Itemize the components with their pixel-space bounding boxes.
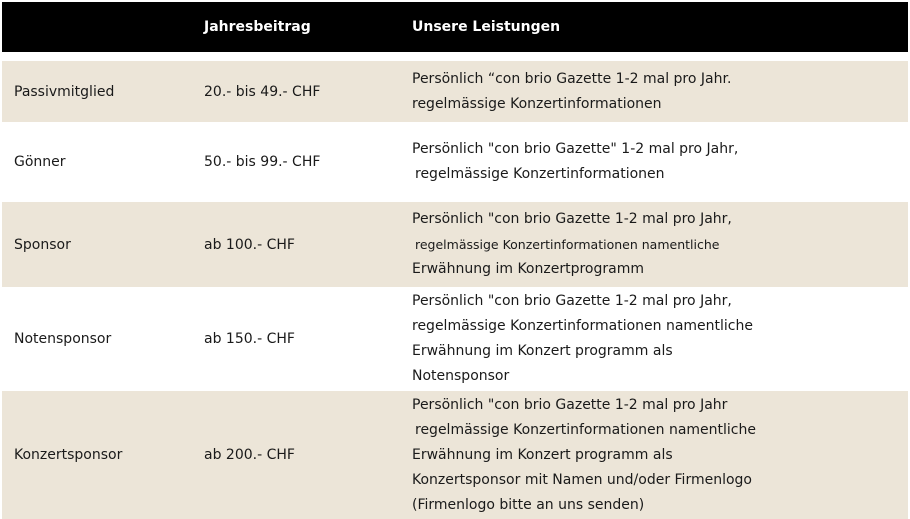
service-line: Persönlich "con brio Gazette 1-2 mal pro Jahr [412,396,728,413]
row-category: Gönner [14,154,66,170]
service-line: Erwähnung im Konzert programm als [412,446,673,463]
row-fee: 50.- bis 99.- CHF [204,154,321,170]
row-services [400,202,908,287]
service-line: Konzertsponsor mit Namen und/oder Firmenlogo [412,471,752,488]
row-services [400,391,908,519]
service-line: Persönlich "con brio Gazette" 1-2 mal pro Jahr, [412,141,739,157]
service-line: Persönlich "con brio Gazette 1-2 mal pro Jahr, [412,293,732,309]
service-line: Notensponsor [412,368,510,384]
service-line: regelmässige Konzertinformationen namentliche [415,237,720,252]
service-line: Erwähnung im Konzertprogramm [412,261,644,277]
row-services [400,61,908,122]
service-line: Persönlich "con brio Gazette 1-2 mal pro Jahr, [412,211,732,227]
table-header [2,2,908,52]
row-fee: ab 150.- CHF [204,331,295,347]
header-services: Unsere Leistungen [412,19,561,35]
row-services [400,287,908,391]
row-fee: ab 100.- CHF [204,236,295,253]
header-annual-fee: Jahresbeitrag [204,19,311,35]
table-row [2,61,908,122]
service-line: regelmässige Konzertinformationen [415,166,665,182]
table-row [2,131,908,193]
row-category: Sponsor [14,236,71,253]
service-line: regelmässige Konzertinformationen namentliche [412,318,753,334]
table-row [2,287,908,391]
service-line: Erwähnung im Konzert programm als [412,343,673,359]
row-services [400,131,908,193]
table-row [2,202,908,287]
row-category: Notensponsor [14,331,112,347]
service-line: (Firmenlogo bitte an uns senden) [412,496,645,513]
row-fee: 20.- bis 49.- CHF [204,83,321,100]
row-category: Konzertsponsor [14,447,123,463]
service-line: regelmässige Konzertinformationen [412,95,662,112]
row-fee: ab 200.- CHF [204,447,295,463]
row-category: Passivmitglied [14,83,115,100]
membership-table [2,2,908,519]
service-line: regelmässige Konzertinformationen namentliche [415,421,756,438]
service-line: Persönlich “con brio Gazette 1-2 mal pro Jahr. [412,70,732,87]
table-row [2,391,908,519]
